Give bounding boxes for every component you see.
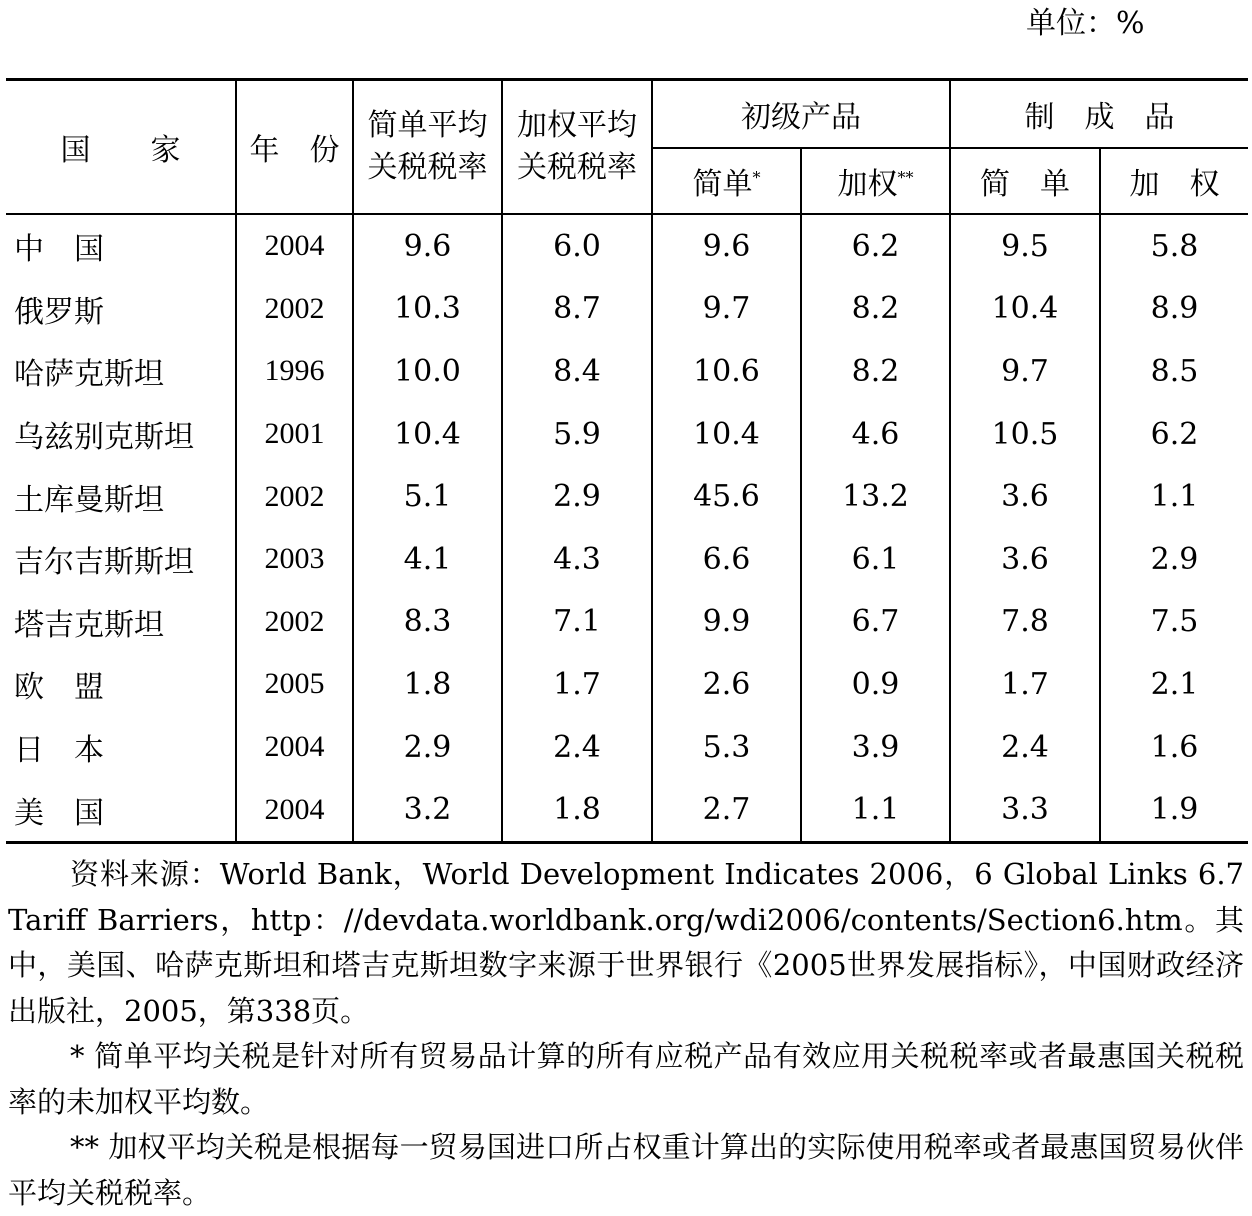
header-primary-weighted-mark: ** [897, 168, 914, 187]
simple-average-note: * 简单平均关税是针对所有贸易品计算的所有应税产品有效应用关税税率或者最惠国关税税率的未加权平均数。 [8, 1039, 1244, 1119]
cell-manufactured-weighted: 8.5 [1100, 340, 1248, 403]
cell-weighted-average: 8.7 [502, 278, 652, 341]
header-weighted-average [502, 80, 652, 215]
header-primary-simple-mark: * [752, 168, 761, 187]
cell-primary-simple: 5.3 [652, 716, 801, 779]
cell-year: 2005 [236, 653, 353, 716]
header-primary-simple-label: 简单 [692, 167, 753, 202]
cell-year: 2004 [236, 778, 353, 842]
cell-primary-weighted: 6.7 [801, 591, 950, 654]
cell-year: 2002 [236, 591, 353, 654]
cell-primary-simple: 10.6 [652, 340, 801, 403]
cell-manufactured-simple: 3.6 [950, 465, 1100, 528]
header-manufactured-weighted: 加 权 [1100, 148, 1248, 214]
header-simple-average-line2: 关税税率 [367, 150, 488, 185]
cell-year: 2002 [236, 465, 353, 528]
cell-weighted-average: 4.3 [502, 528, 652, 591]
cell-year: 2003 [236, 528, 353, 591]
weighted-average-note: ** 加权平均关税是根据每一贸易国进口所占权重计算出的实际使用税率或者最惠国贸易伙伴平均关税税率。 [8, 1130, 1244, 1210]
table-row [6, 278, 1248, 341]
cell-simple-average: 3.2 [353, 778, 502, 842]
cell-primary-weighted: 4.6 [801, 403, 950, 466]
cell-weighted-average: 1.8 [502, 778, 652, 842]
cell-manufactured-simple: 3.6 [950, 528, 1100, 591]
cell-weighted-average: 5.9 [502, 403, 652, 466]
unit-label: 单位：% [1026, 6, 1145, 41]
cell-manufactured-simple: 10.4 [950, 278, 1100, 341]
table-notes [8, 852, 1244, 1216]
cell-primary-weighted: 8.2 [801, 278, 950, 341]
cell-simple-average: 10.3 [353, 278, 502, 341]
cell-manufactured-simple: 10.5 [950, 403, 1100, 466]
cell-country: 美 国 [6, 778, 236, 842]
table-header [6, 80, 1248, 215]
cell-primary-weighted: 8.2 [801, 340, 950, 403]
cell-country: 欧 盟 [14, 670, 104, 706]
cell-simple-average: 9.6 [353, 214, 502, 278]
cell-simple-average: 1.8 [353, 653, 502, 716]
cell-country: 哈萨克斯坦 [14, 357, 164, 393]
cell-primary-weighted: 6.1 [801, 528, 950, 591]
cell-primary-simple: 9.9 [652, 591, 801, 654]
cell-year: 2004 [236, 214, 353, 278]
header-primary-simple [652, 148, 801, 214]
cell-country: 中 国 [6, 214, 236, 278]
cell-simple-average: 10.4 [353, 403, 502, 466]
cell-country: 日 本 [14, 733, 104, 769]
header-year: 年 份 [236, 80, 353, 215]
header-primary-weighted [801, 148, 950, 214]
table-row [6, 653, 1248, 716]
header-country: 国 家 [60, 133, 181, 168]
cell-primary-simple: 9.7 [652, 278, 801, 341]
cell-year: 2002 [236, 278, 353, 341]
cell-manufactured-weighted: 6.2 [1100, 403, 1248, 466]
cell-manufactured-simple: 9.5 [950, 214, 1100, 278]
table-body [6, 214, 1248, 842]
cell-weighted-average: 6.0 [502, 214, 652, 278]
cell-manufactured-weighted: 1.6 [1100, 716, 1248, 779]
cell-year: 1996 [236, 340, 353, 403]
cell-primary-weighted: 13.2 [801, 465, 950, 528]
table-row [6, 591, 1248, 654]
cell-country: 塔吉克斯坦 [14, 607, 164, 643]
cell-primary-simple: 10.4 [652, 403, 801, 466]
cell-primary-simple: 9.6 [652, 214, 801, 278]
table-row [6, 340, 1248, 403]
header-weighted-average-line2: 关税税率 [517, 150, 637, 185]
cell-manufactured-simple: 2.4 [950, 716, 1100, 779]
cell-weighted-average: 8.4 [502, 340, 652, 403]
cell-manufactured-simple: 3.3 [950, 778, 1100, 842]
cell-weighted-average: 7.1 [502, 591, 652, 654]
cell-primary-simple: 45.6 [652, 465, 801, 528]
cell-manufactured-simple: 9.7 [950, 340, 1100, 403]
cell-primary-simple: 6.6 [652, 528, 801, 591]
cell-primary-weighted: 6.2 [801, 214, 950, 278]
table-row [6, 403, 1248, 466]
cell-primary-weighted: 0.9 [801, 653, 950, 716]
cell-manufactured-simple: 1.7 [950, 653, 1100, 716]
cell-weighted-average: 2.4 [502, 716, 652, 779]
cell-country: 俄罗斯 [14, 294, 104, 330]
header-primary-weighted-label: 加权 [837, 167, 898, 202]
header-simple-average [353, 80, 502, 215]
header-primary-products: 初级产品 [652, 80, 950, 149]
cell-manufactured-weighted: 7.5 [1100, 591, 1248, 654]
cell-manufactured-simple: 7.8 [950, 591, 1100, 654]
cell-weighted-average: 2.9 [502, 465, 652, 528]
source-note: 资料来源：World Bank，World Development Indicates 2006，6 Global Links 6.7 Tariff Barriers，http：//devdata.worldbank.org/wdi2006/contents/Section6.htm。其中，美国、哈萨克斯坦和塔吉克斯坦数字来源于世界银行《2005世界发展指标》，中国财政经济出版社，2005，第338页。 [8, 857, 1244, 1028]
table-row [6, 465, 1248, 528]
cell-manufactured-weighted: 1.9 [1100, 778, 1248, 842]
cell-manufactured-weighted: 1.1 [1100, 465, 1248, 528]
table-row [6, 528, 1248, 591]
cell-country: 吉尔吉斯斯坦 [14, 545, 194, 581]
cell-primary-simple: 2.7 [652, 778, 801, 842]
header-manufactured-simple: 简 单 [950, 148, 1100, 214]
cell-simple-average: 5.1 [353, 465, 502, 528]
table-row [6, 214, 1248, 278]
cell-simple-average: 10.0 [353, 340, 502, 403]
cell-simple-average: 2.9 [353, 716, 502, 779]
cell-year: 2001 [236, 403, 353, 466]
cell-country: 乌兹别克斯坦 [14, 420, 194, 456]
cell-manufactured-weighted: 2.1 [1100, 653, 1248, 716]
cell-primary-simple: 2.6 [652, 653, 801, 716]
cell-primary-weighted: 1.1 [801, 778, 950, 842]
cell-manufactured-weighted: 5.8 [1100, 214, 1248, 278]
cell-weighted-average: 1.7 [502, 653, 652, 716]
cell-manufactured-weighted: 2.9 [1100, 528, 1248, 591]
header-manufactured: 制 成 品 [950, 80, 1248, 149]
table-row [6, 778, 1248, 842]
cell-country: 土库曼斯坦 [14, 482, 164, 518]
cell-simple-average: 8.3 [353, 591, 502, 654]
cell-primary-weighted: 3.9 [801, 716, 950, 779]
header-simple-average-line1: 简单平均 [367, 108, 488, 143]
header-weighted-average-line1: 加权平均 [517, 108, 637, 143]
table-row [6, 716, 1248, 779]
cell-simple-average: 4.1 [353, 528, 502, 591]
tariff-table [6, 78, 1248, 844]
cell-year: 2004 [236, 716, 353, 779]
cell-manufactured-weighted: 8.9 [1100, 278, 1248, 341]
